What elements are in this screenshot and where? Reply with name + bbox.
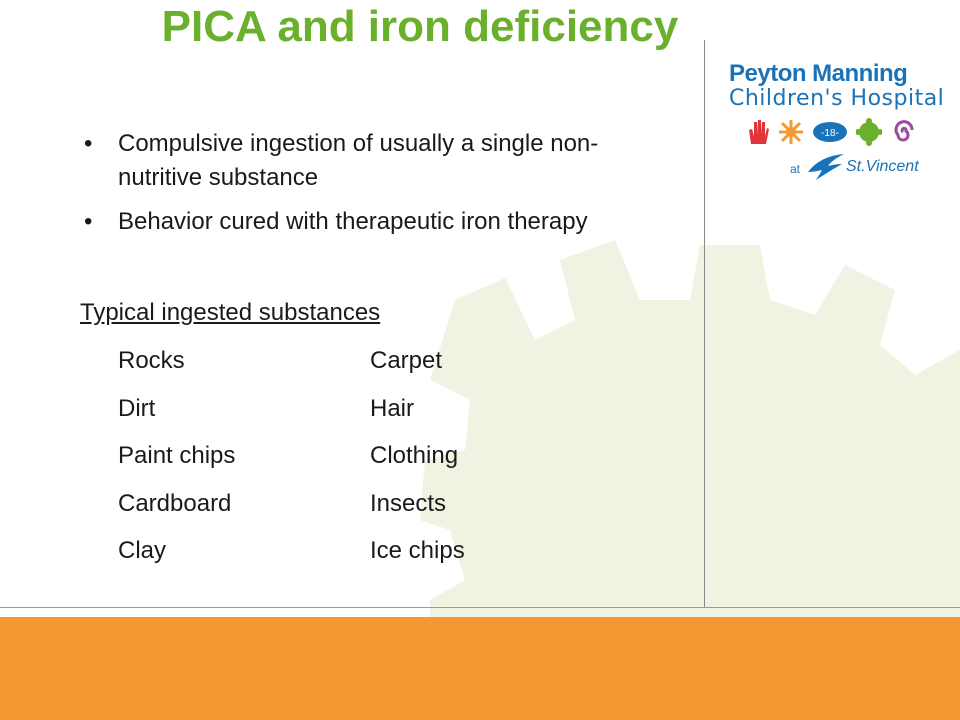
hand-icon — [746, 118, 770, 146]
logo-partner: St.Vincent — [846, 158, 919, 175]
substance-cell: Rocks — [118, 347, 185, 374]
substance-row — [118, 392, 465, 440]
spiral-icon — [890, 118, 916, 146]
vertical-divider — [704, 40, 705, 608]
substance-cell: Hair — [370, 394, 415, 422]
substance-row — [118, 534, 465, 582]
sun-icon — [778, 118, 804, 146]
slide-title: PICA and iron deficiency — [161, 2, 679, 51]
bullet-dot-icon: • — [84, 208, 93, 235]
substance-cell: Cardboard — [118, 489, 232, 517]
substance-cell: Dirt — [118, 394, 156, 422]
bullet-item — [80, 205, 640, 239]
flower-icon — [856, 118, 882, 146]
hospital-logo — [726, 58, 945, 192]
substances-heading: Typical ingested substances — [80, 299, 381, 326]
substance-row — [118, 487, 465, 535]
logo-line2: Children's Hospital — [729, 86, 945, 111]
logo-at-text: at — [790, 162, 801, 176]
substance-cell: Paint chips — [118, 442, 236, 469]
dove-icon — [806, 150, 846, 184]
substances-table — [118, 344, 465, 582]
logo-icon-row — [746, 118, 916, 146]
substance-cell: Carpet — [370, 347, 443, 374]
bullet-item — [80, 127, 640, 195]
substance-cell: Insects — [370, 489, 447, 517]
substance-row — [118, 439, 465, 487]
bullet-text: Compulsive ingestion of usually a single non-nutritive substance — [118, 130, 599, 191]
football-icon — [812, 118, 848, 146]
football-badge: -18- — [821, 128, 839, 139]
substance-cell: Clay — [118, 537, 167, 564]
bullet-dot-icon: • — [84, 130, 93, 157]
substance-row — [118, 344, 465, 392]
substance-cell: Ice chips — [370, 537, 465, 564]
horizontal-divider — [0, 607, 960, 608]
substance-cell: Clothing — [370, 442, 459, 469]
logo-line1: Peyton Manning — [729, 60, 908, 87]
bullet-list — [80, 127, 640, 249]
bullet-text: Behavior cured with therapeutic iron therapy — [118, 208, 588, 235]
footer-band — [0, 617, 960, 720]
